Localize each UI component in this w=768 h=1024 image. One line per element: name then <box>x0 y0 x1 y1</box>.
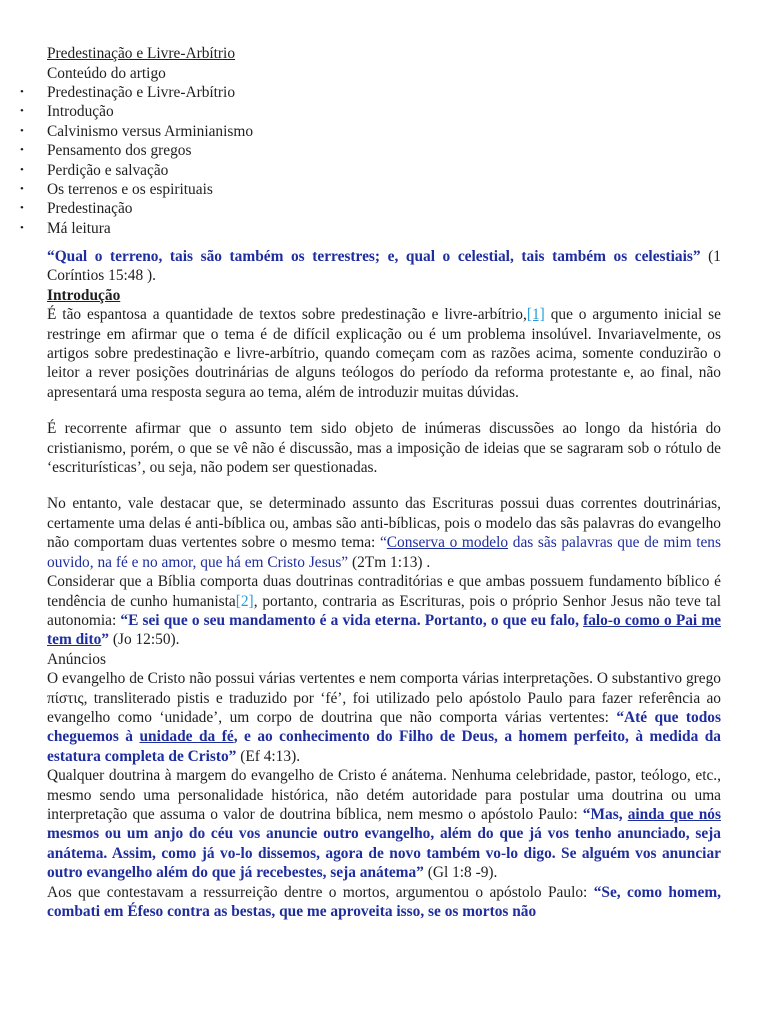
toc-item[interactable]: • Os terrenos e os espirituais <box>20 180 213 198</box>
toc-item[interactable]: • Introdução <box>20 103 114 121</box>
quote-underline: ainda que nós <box>627 805 721 823</box>
toc-item[interactable]: • Predestinação <box>20 200 133 218</box>
toc-title: Predestinação e Livre-Arbítrio <box>47 45 236 62</box>
footnote-ref-1[interactable]: [1] <box>526 306 545 324</box>
epigraph-quote: “Qual o terreno, tais são também os terrestres; e, qual o celestial, tais também os celestiais” <box>47 248 701 265</box>
quote-underline: falo-o como o Pai me tem dito <box>47 611 721 649</box>
intro-paragraph-2: É recorrente afirmar que o assunto tem sido objeto de inúmeras discussões ao longo da história do cristianismo, porém, o que se vê não é discussão, mas a imposição de ideias que se sagraram sob o rótulo de ‘escriturísticas’, ou seja, não podem ser questionadas. <box>47 420 721 477</box>
epigraph <box>47 247 721 286</box>
quote-link-conserva[interactable]: Conserva o modelo <box>386 534 509 552</box>
paragraph-7: Aos que contestavam a ressurreição dentre o mortos, argumentou o apóstolo Paulo: “Se, como homem, combati em Éfeso contra as bestas, que me aproveita isso, se os mortos não <box>47 883 721 920</box>
bullet-icon: • <box>20 105 24 118</box>
toc-item[interactable]: • Predestinação e Livre-Arbítrio <box>20 84 236 101</box>
ads-label: Anúncios <box>47 650 106 668</box>
toc-subtitle: Conteúdo do artigo <box>47 65 166 82</box>
quote-underline: unidade da fé <box>139 728 234 746</box>
intro-heading: Introdução <box>47 286 121 304</box>
epigraph-citation: (1 Coríntios 15:48 ). <box>47 248 721 285</box>
bullet-icon: • <box>20 86 24 98</box>
toc-item[interactable]: • Má leitura <box>20 219 111 237</box>
bullet-icon: • <box>20 124 24 137</box>
article-body <box>47 247 721 921</box>
bullet-icon: • <box>20 163 24 176</box>
paragraph-6: Qualquer doutrina à margem do evangelho de Cristo é anátema. Nenhuma celebridade, pastor, teólogo, etc., mesmo sendo uma personalidade histórica, não detém autoridade para postular uma doutrina ou uma interpretação que assuma o valor de doutrina bíblica, nem mesmo o apóstolo Paulo: “Mas, ainda que nós mesmos ou um anjo do céu vos anuncie outro evangelho, além do que já vos tenho anunciado, seja anátema. Assim, como já vo-lo dissemos, agora de novo também vo-lo digo. Se alguém vos anunciar outro evangelho além do que já recebestes, seja anátema” (Gl 1:8 -9). <box>47 767 721 882</box>
intro-paragraph-4: Considerar que a Bíblia comporta duas doutrinas contraditórias e que ambas possuem fundamento bíblico é tendência de cunho humanista[2], portanto, contraria as Escrituras, pois o próprio Senhor Jesus não teve tal autonomia: “E sei que o seu mandamento é a vida eterna. Portanto, o que eu falo, falo-o como o Pai me tem dito” (Jo 12:50). <box>47 573 722 649</box>
toc-item[interactable]: • Calvinismo versus Arminianismo <box>20 122 254 140</box>
intro-paragraph-1: É tão espantosa a quantidade de textos sobre predestinação e livre-arbítrio,[1] que o argumento inicial se restringe em afirmar que o tema é de difícil explicação ou é um problema insolúvel. Invariavelmente, os artigos sobre predestinação e livre-arbítrio, quando começam com as razões acima, somente conduzirão o leitor a rever posições doutrinárias de alguns teólogos do período da reforma protestante e, ao final, não apresentará uma resposta segura ao tema, além de introduzir muitas dúvidas. <box>47 306 721 401</box>
toc-item[interactable]: • Perdição e salvação <box>20 161 169 179</box>
bullet-icon: • <box>20 202 24 215</box>
paragraph-5: O evangelho de Cristo não possui várias vertentes e nem comporta várias interpretações. O substantivo grego πίστις, transliterado pistis e traduzido por ‘fé’, foi utilizado pelo apóstolo Paulo para fazer referência ao evangelho como ‘unidade’, um corpo de doutrina que não comporta várias vertentes: “Até que todos cheguemos à unidade da fé, e ao conhecimento do Filho de Deus, a homem perfeito, à medida da estatura completa de Cristo” (Ef 4:13). <box>47 670 721 765</box>
toc-item[interactable]: • Pensamento dos gregos <box>20 142 192 160</box>
footnote-ref-2[interactable]: [2] <box>235 592 254 610</box>
intro-paragraph-3: No entanto, vale destacar que, se determinado assunto das Escrituras possui duas correntes doutrinárias, certamente uma delas é anti-bíblica ou, ambas são anti-bíblicas, pois o modelo das sãs palavras do evangelho não comportam duas vertentes sobre o mesmo tema: “Conserva o modelo das sãs palavras que de mim tens ouvido, na fé e no amor, que há em Cristo Jesus” (2Tm 1:13) . <box>47 495 721 571</box>
table-of-contents <box>0 83 253 238</box>
bullet-icon: • <box>20 144 24 157</box>
bullet-icon: • <box>20 221 24 234</box>
bullet-icon: • <box>20 182 24 195</box>
